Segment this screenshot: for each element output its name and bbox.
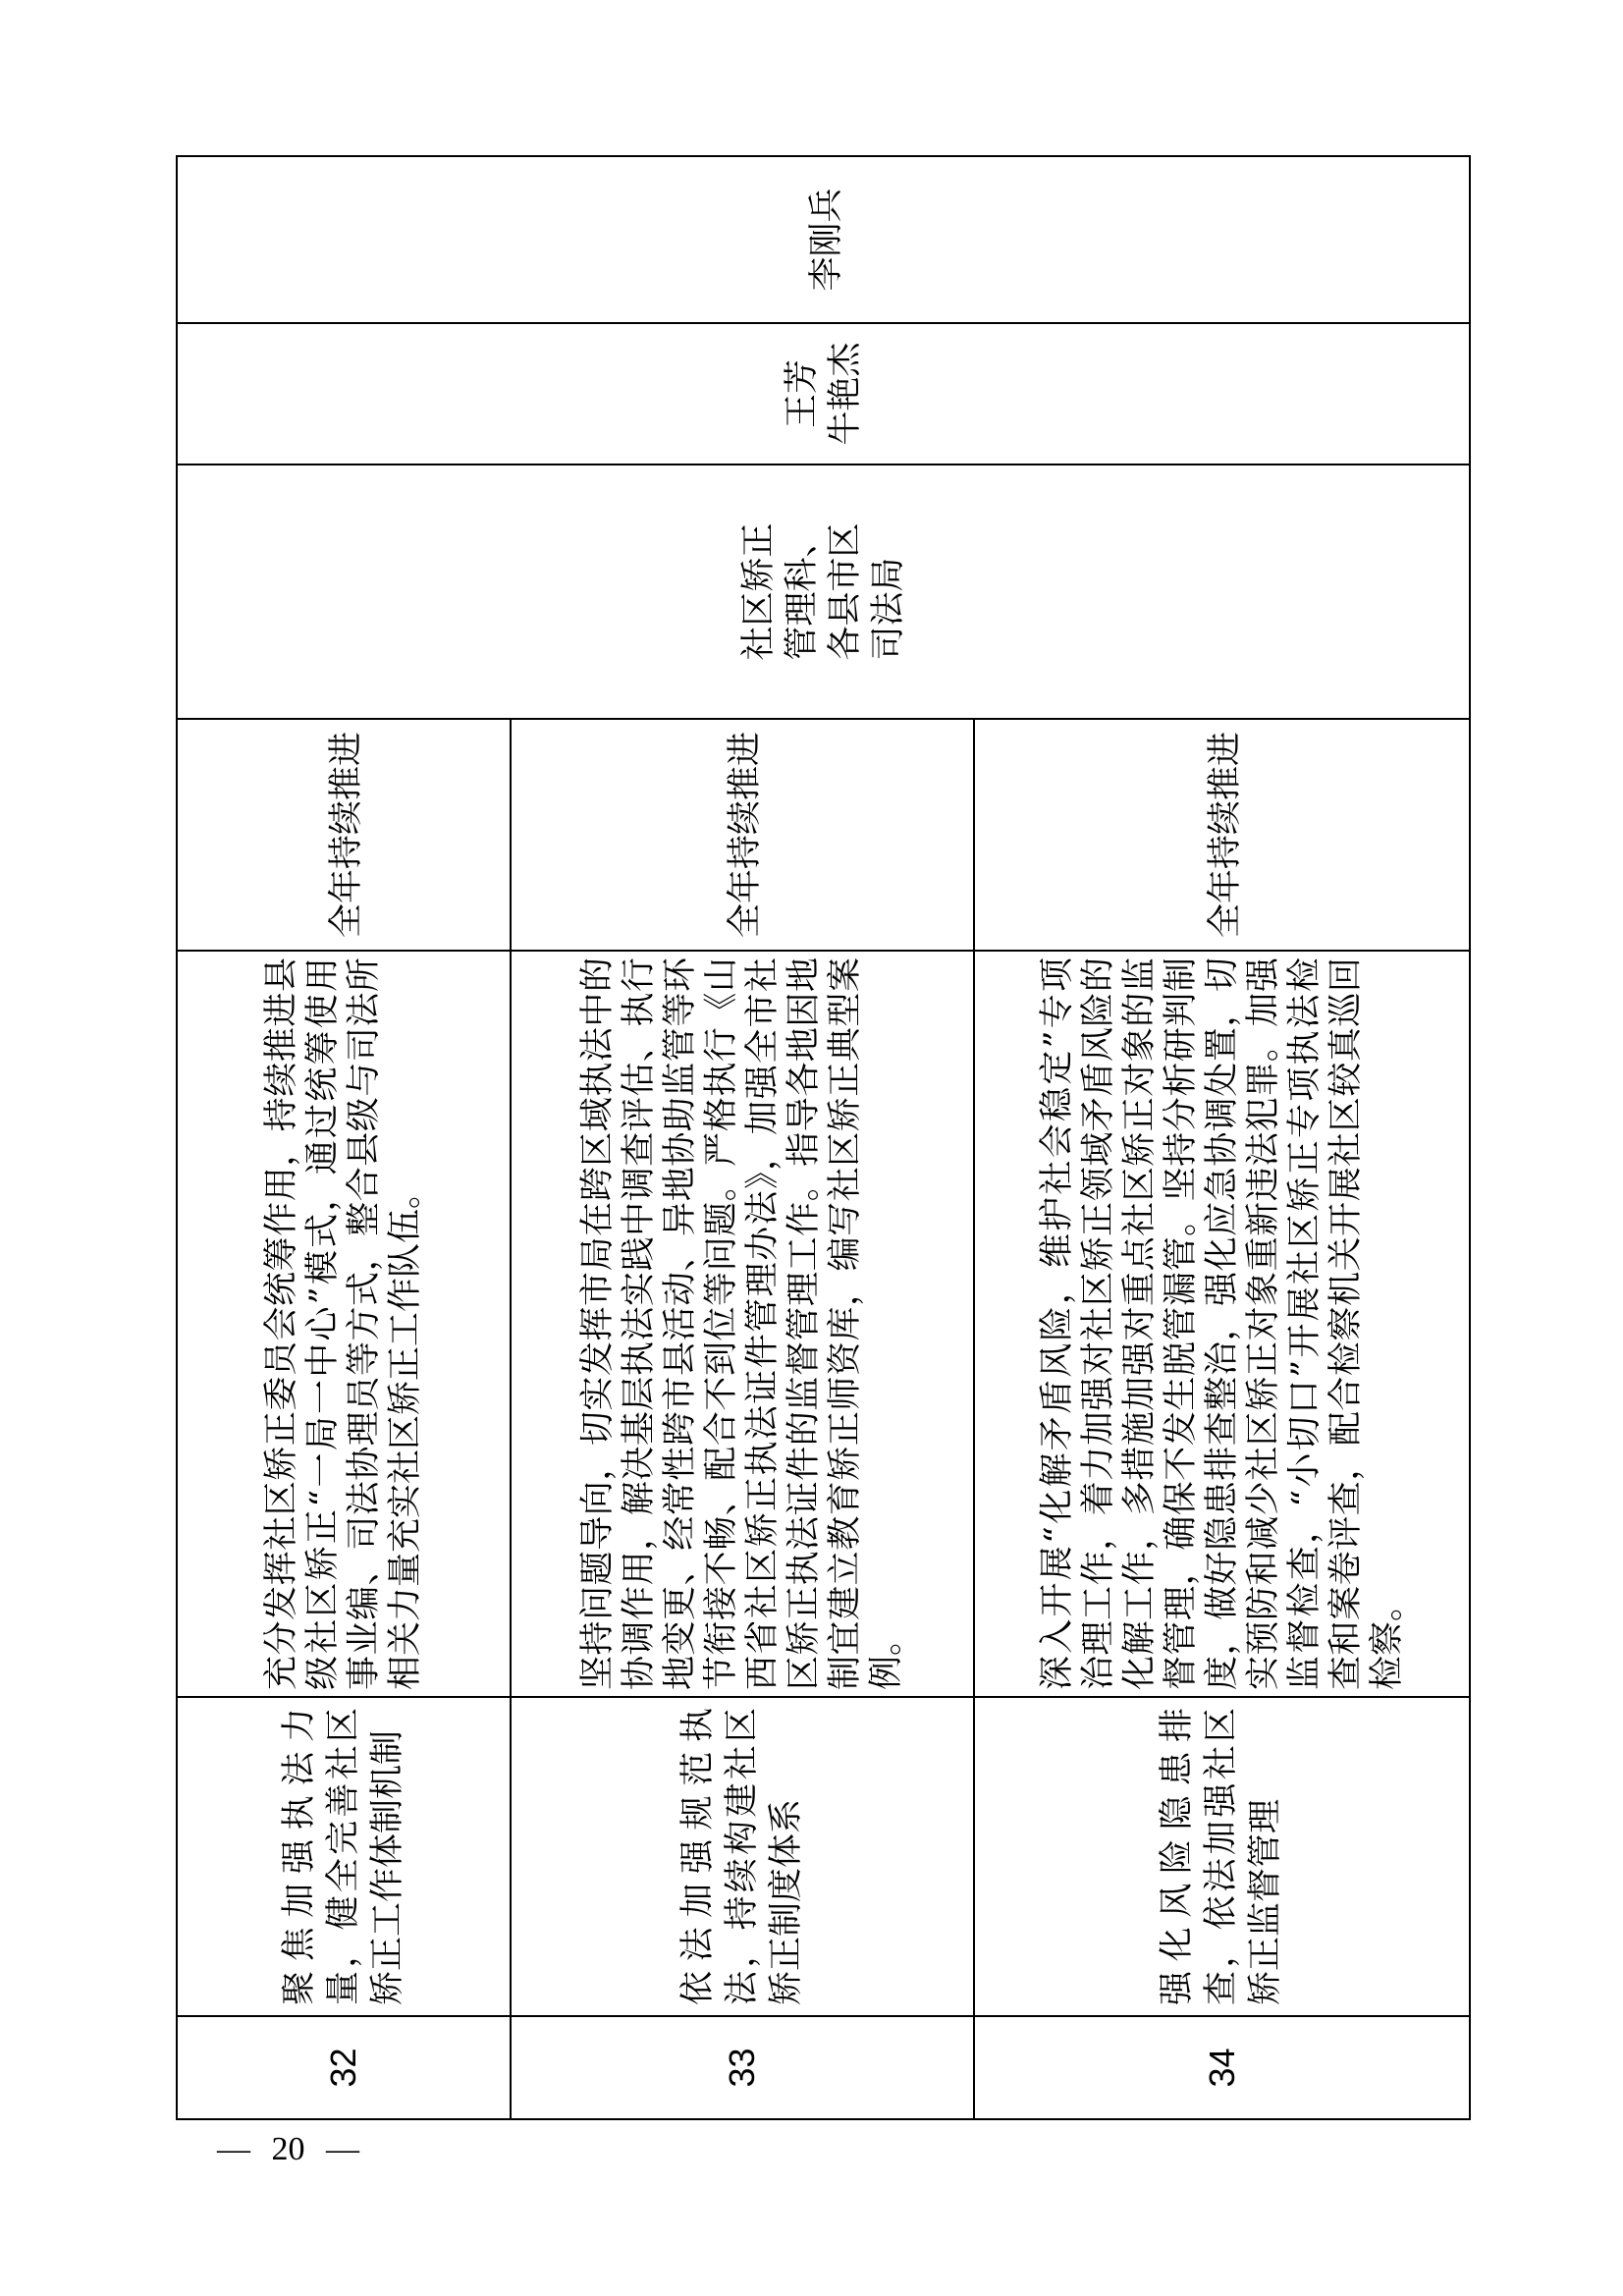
row-32-number-cell — [176, 2015, 512, 2120]
description-line: 级社区矫正“一局一中心”模式，通过统筹使用 — [303, 957, 343, 1690]
task-title — [278, 1698, 410, 2015]
task-line: 聚焦加强执法力 — [279, 1708, 319, 2005]
task-line: 矫正制度体系 — [766, 1798, 806, 2005]
task-line: 强化风险隐患排 — [1158, 1708, 1197, 2005]
page-number: — 20 — — [217, 2131, 359, 2167]
timeline-text: 全年持续推进 — [327, 732, 366, 939]
responsible-persons — [781, 343, 867, 446]
description-line: 督管理，确保不发生脱管漏管。坚持分析研判制 — [1161, 957, 1201, 1690]
description-line: 化解工作，多措施加强对重点社区矫正对象的监 — [1119, 957, 1160, 1690]
description-line: 实预防和减少社区矫正对象重新违法犯罪。加强 — [1243, 957, 1283, 1690]
person-line: 王芳 — [782, 359, 822, 429]
description-line: 度，做好隐患排查整治，强化应急协调处置，切 — [1202, 957, 1242, 1690]
item-number: 34 — [1201, 2048, 1242, 2088]
task-line: 查，依法加强社区 — [1202, 1708, 1241, 2005]
row-34-time-cell — [975, 718, 1471, 950]
row-32-description-cell — [176, 950, 512, 1696]
task-line: 量，健全完善社区 — [323, 1708, 363, 2005]
row-32-task-cell — [176, 1696, 512, 2015]
leader-cell — [176, 155, 1471, 322]
department-line: 各县市区 — [825, 522, 865, 661]
row-34-task-cell — [975, 1696, 1471, 2015]
task-table — [176, 155, 1471, 2120]
task-title — [676, 1698, 809, 2015]
description-line: 制宜建立教育矫正师资库，编写社区矫正典型案 — [826, 957, 865, 1690]
row-33-task-cell — [512, 1696, 975, 2015]
item-number: 32 — [323, 2048, 363, 2088]
task-title — [1156, 1698, 1288, 2015]
description-line: 深入开展“化解矛盾风险，维护社会稳定”专项 — [1037, 957, 1077, 1690]
task-line: 依法加强规范执 — [677, 1708, 718, 2005]
row-34-description-cell — [975, 950, 1471, 1696]
description-line: 协调作用，解决基层执法实践中调查评估、执行 — [620, 957, 659, 1690]
row-33-number-cell — [512, 2015, 975, 2120]
timeline-text: 全年持续推进 — [726, 732, 765, 939]
task-description — [1037, 952, 1408, 1696]
description-line: 例。 — [867, 1620, 906, 1690]
description-line: 节衔接不畅、配合不到位等问题。严格执行《山 — [702, 957, 741, 1690]
row-32-time-cell — [176, 718, 512, 950]
description-line: 充分发挥社区矫正委员会统筹作用，持续推进县 — [262, 957, 301, 1690]
description-line: 事业编、司法协理员等方式，整合县级与司法所 — [345, 957, 384, 1690]
row-33-description-cell — [512, 950, 975, 1696]
task-line: 矫正工作体制机制 — [367, 1729, 407, 2005]
task-line: 法，持续构建社区 — [722, 1708, 762, 2005]
department-line: 社区矫正 — [738, 522, 779, 661]
responsible-person-cell — [176, 322, 1471, 464]
responsible-department — [737, 523, 910, 661]
description-line: 检察。 — [1367, 1586, 1407, 1690]
row-34-number-cell — [975, 2015, 1471, 2120]
description-line: 治理工作，着力加强对社区矫正领域矛盾风险的 — [1078, 957, 1118, 1690]
department-line: 管理科、 — [782, 522, 822, 661]
description-line: 监督检查，“小切口”开展社区矫正专项执法检 — [1284, 957, 1325, 1690]
leader-name: 李刚兵 — [806, 188, 846, 292]
timeline-text: 全年持续推进 — [1205, 732, 1245, 939]
task-line: 矫正监督管理 — [1246, 1798, 1285, 2005]
item-number: 33 — [722, 2048, 762, 2088]
department-line: 司法局 — [868, 557, 908, 661]
task-description — [261, 952, 426, 1696]
task-description — [577, 952, 907, 1696]
description-line: 西省社区矫正执法证件管理办法》，加强全市社 — [743, 957, 783, 1690]
description-line: 坚持问题导向，切实发挥市局在跨区域执法中的 — [578, 957, 618, 1690]
description-line: 相关力量充实社区矫正工作队伍。 — [386, 1174, 425, 1690]
row-33-time-cell — [512, 718, 975, 950]
description-line: 查和案卷评查，配合检察机关开展社区较真巡回 — [1325, 957, 1366, 1690]
responsible-department-cell — [176, 464, 1471, 718]
description-line: 区矫正执法证件的监督管理工作。指导各地因地 — [784, 957, 824, 1690]
description-line: 地变更、经常性跨市县活动、异地协助监管等环 — [661, 957, 700, 1690]
person-line: 牛艳杰 — [825, 342, 865, 446]
